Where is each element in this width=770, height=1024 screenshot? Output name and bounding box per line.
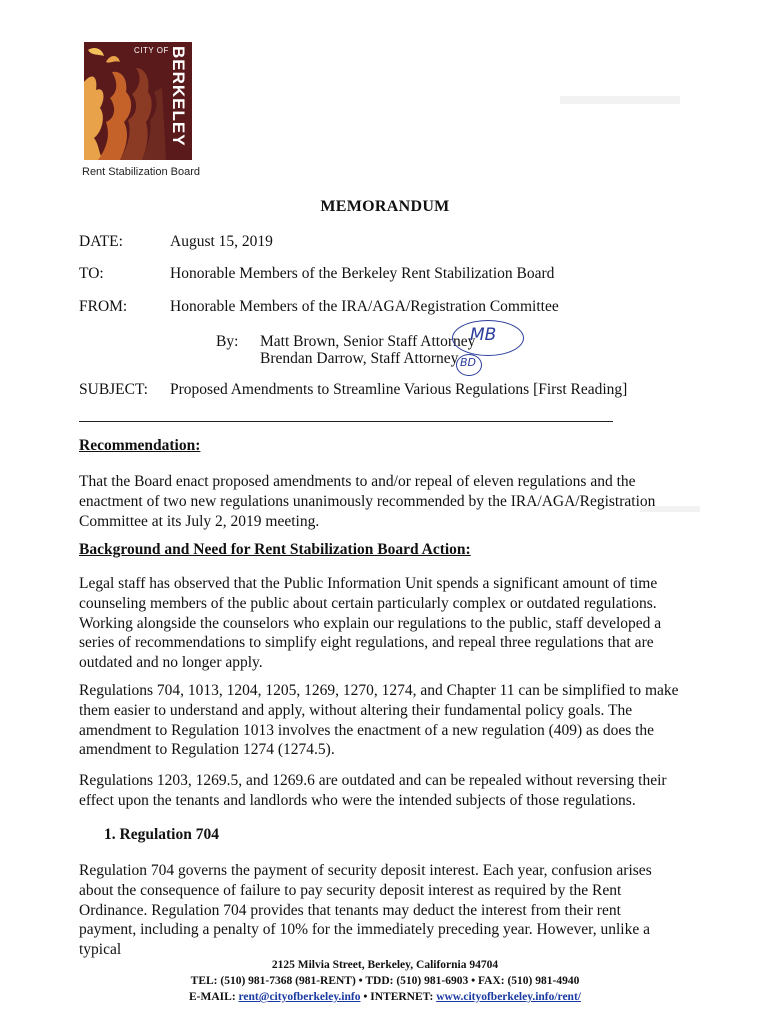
initials-mb: MB: [470, 325, 497, 345]
email-link[interactable]: rent@cityofberkeley.info: [238, 991, 361, 1003]
date-label: DATE:: [79, 233, 123, 250]
regulation-704-text: Regulation 704 governs the payment of security deposit interest. Each year, confusion arises about the consequence of failure to pay security deposit interest as required by the Rent Ordinance. Regulation 704 provides that tenants may deduct the interest from their rent payment, including a penalty of 10% for the immediately preceding year. However, unlike a typical: [79, 862, 652, 959]
from-label: FROM:: [79, 298, 128, 315]
footer-contact: [0, 989, 770, 1005]
subject-value: Proposed Amendments to Streamline Various Regulations [First Reading]: [170, 381, 628, 398]
background-paragraph-1: Legal staff has observed that the Public Information Unit spends a significant amount of time counseling members of the public about certain particularly complex or outdated regulations. Working alongside the counselors who explain our regulations to the public, staff developed a series of recommendations to simplify eight regulations, and repeal three regulations that are outdated and no longer apply.: [79, 575, 662, 672]
background-paragraph-2: Regulations 704, 1013, 1204, 1205, 1269, 1270, 1274, and Chapter 11 can be simplified to make them easier to understand and apply, without altering their fundamental policy goals. The amendment to Regulation 1013 involves the enactment of a new regulation (409) as does the amendment to Regulation 1274 (1274.5).: [79, 682, 679, 759]
author-line-1: Matt Brown, Senior Staff Attorney: [260, 333, 476, 350]
header-divider: [79, 421, 613, 422]
internet-label: • INTERNET:: [363, 991, 434, 1003]
initials-bd: BD: [460, 356, 477, 369]
subject-label: SUBJECT:: [79, 381, 148, 398]
city-logo: [84, 42, 192, 160]
background-heading: Background and Need for Rent Stabilization Board Action:: [79, 541, 471, 558]
logo-city-text: CITY OF: [134, 46, 169, 55]
to-value: Honorable Members of the Berkeley Rent Stabilization Board: [170, 265, 555, 282]
memo-title: MEMORANDUM: [320, 198, 450, 215]
logo-board-name: Rent Stabilization Board: [82, 166, 201, 178]
recommendation-text: That the Board enact proposed amendments to and/or repeal of eleven regulations and the enactment of two new regulations unanimously recommended by the IRA/AGA/Registration Committee at its July 2, 2019 meeting.: [79, 473, 656, 530]
footer-phones: TEL: (510) 981-7368 (981-RENT) • TDD: (510) 981-6903 • FAX: (510) 981-4940: [190, 975, 580, 987]
footer-address: 2125 Milvia Street, Berkeley, California 94704: [271, 959, 499, 971]
date-value: August 15, 2019: [170, 233, 273, 250]
from-value: Honorable Members of the IRA/AGA/Registration Committee: [170, 298, 559, 315]
website-link[interactable]: www.cityofberkeley.info/rent/: [436, 991, 581, 1003]
recommendation-heading: Recommendation:: [79, 437, 201, 454]
to-label: TO:: [79, 265, 104, 282]
logo-city-name: BERKELEY: [169, 46, 188, 147]
background-paragraph-3: Regulations 1203, 1269.5, and 1269.6 are outdated and can be repealed without reversing their effect upon the tenants and landlords who were the intended subjects of those regulations.: [79, 772, 667, 809]
author-line-2: Brendan Darrow, Staff Attorney: [260, 350, 459, 367]
email-label: E-MAIL:: [189, 991, 236, 1003]
scan-ghost: [560, 96, 680, 104]
by-label: By:: [216, 333, 239, 350]
regulation-704-heading: 1. Regulation 704: [104, 826, 219, 843]
